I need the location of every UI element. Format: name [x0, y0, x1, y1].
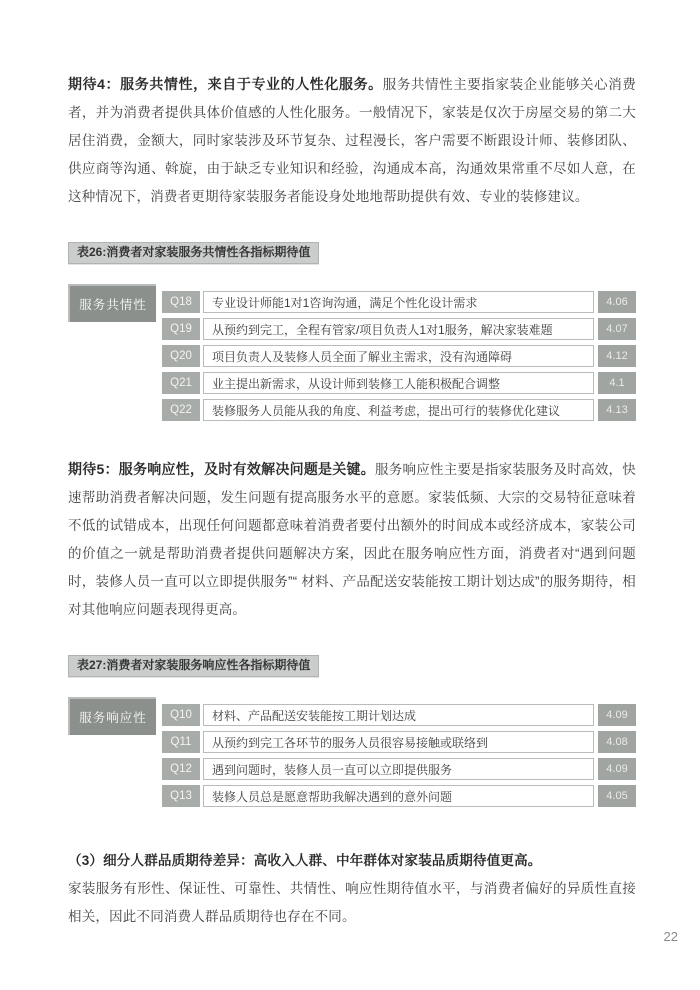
question-id-cell: Q21 [162, 372, 200, 394]
paragraph-expect5 [68, 455, 636, 624]
table-row [162, 399, 636, 421]
score-cell: 4.05 [598, 785, 636, 807]
table27-caption: 表27:消费者对家装服务响应性各指标期待值 [68, 655, 319, 677]
score-cell: 4.09 [598, 704, 636, 726]
score-cell: 4.09 [598, 758, 636, 780]
paragraph-expect5-lead: 期待5：服务响应性，及时有效解决问题是关键。 [68, 461, 376, 477]
question-text-cell: 项目负责人及装修人员全面了解业主需求，没有沟通障碍 [203, 345, 594, 367]
question-id-cell: Q13 [162, 785, 200, 807]
table-row [162, 318, 636, 340]
question-id-cell: Q22 [162, 399, 200, 421]
paragraph-expect4-body: 服务共情性主要指家装企业能够关心消费者，并为消费者提供具体价值感的人性化服务。一般情况下，家装是仅次于房屋交易的第二大居住消费，金额大，同时家装涉及环节复杂、过程漫长，客户需要不断跟设计师、装修团队、供应商等沟通、斡旋，由于缺乏专业知识和经验，沟通成本高，沟通效果常重不尽如人意，在这种情况下，消费者更期待家装服务者能设身处地地帮助提供有效、专业的装修建议。 [68, 77, 636, 204]
table-row [162, 372, 636, 394]
question-id-cell: Q20 [162, 345, 200, 367]
question-id-cell: Q12 [162, 758, 200, 780]
score-cell: 4.12 [598, 345, 636, 367]
question-text-cell: 从预约到完工各环节的服务人员很容易接触或联络到 [203, 731, 594, 753]
score-cell: 4.07 [598, 318, 636, 340]
table26 [68, 291, 636, 421]
table-row [162, 704, 636, 726]
table-row [162, 345, 636, 367]
section-3 [68, 847, 636, 931]
score-cell: 4.08 [598, 731, 636, 753]
paragraph-expect4 [68, 70, 636, 211]
question-id-cell: Q18 [162, 291, 200, 313]
question-text-cell: 业主提出新需求，从设计师到装修工人能积极配合调整 [203, 372, 594, 394]
question-text-cell: 材料、产品配送安装能按工期计划达成 [203, 704, 594, 726]
page-number: 22 [663, 929, 678, 944]
table27 [68, 704, 636, 807]
paragraph-expect5-body: 服务响应性主要是指家装服务及时高效，快速帮助消费者解决问题，发生问题有提高服务水平的意愿。家装低频、大宗的交易特征意味着不低的试错成本，出现任何问题都意味着消费者要付出额外的时间成本或经济成本，家装公司的价值之一就是帮助消费者提供问题解决方案，因此在服务响应性方面，消费者对“遇到问题时，装修人员一直可以立即提供服务”“ 材料、产品配送安装能按工期计划达成”的服务期待，相对其他响应问题表现得更高。 [68, 462, 636, 617]
question-text-cell: 装修人员总是愿意帮助我解决遇到的意外问题 [203, 785, 594, 807]
question-text-cell: 装修服务人员能从我的角度、利益考虑，提出可行的装修优化建议 [203, 399, 594, 421]
table-row [162, 291, 636, 313]
score-cell: 4.06 [598, 291, 636, 313]
table-row [162, 731, 636, 753]
question-id-cell: Q10 [162, 704, 200, 726]
section-3-heading: （3）细分人群品质期待差异：高收入人群、中年群体对家装品质期待值更高。 [68, 853, 542, 868]
table-row [162, 785, 636, 807]
section-3-body: 家装服务有形性、保证性、可靠性、共情性、响应性期待值水平，与消费者偏好的异质性直接相关，因此不同消费人群品质期待也存在不同。 [68, 881, 636, 924]
question-text-cell: 从预约到完工，全程有管家/项目负责人1对1服务，解决家装难题 [203, 318, 594, 340]
question-id-cell: Q19 [162, 318, 200, 340]
table26-caption: 表26:消费者对家装服务共情性各指标期待值 [68, 242, 319, 264]
question-text-cell: 遇到问题时，装修人员一直可以立即提供服务 [203, 758, 594, 780]
table26-category-label: 服务共情性 [68, 284, 156, 322]
score-cell: 4.13 [598, 399, 636, 421]
page-content [68, 70, 636, 931]
score-cell: 4.1 [598, 372, 636, 394]
table-row [162, 758, 636, 780]
question-text-cell: 专业设计师能1对1咨询沟通，满足个性化设计需求 [203, 291, 594, 313]
paragraph-expect4-lead: 期待4：服务共情性，来自于专业的人性化服务。 [68, 76, 383, 92]
question-id-cell: Q11 [162, 731, 200, 753]
table27-category-label: 服务响应性 [68, 697, 156, 735]
